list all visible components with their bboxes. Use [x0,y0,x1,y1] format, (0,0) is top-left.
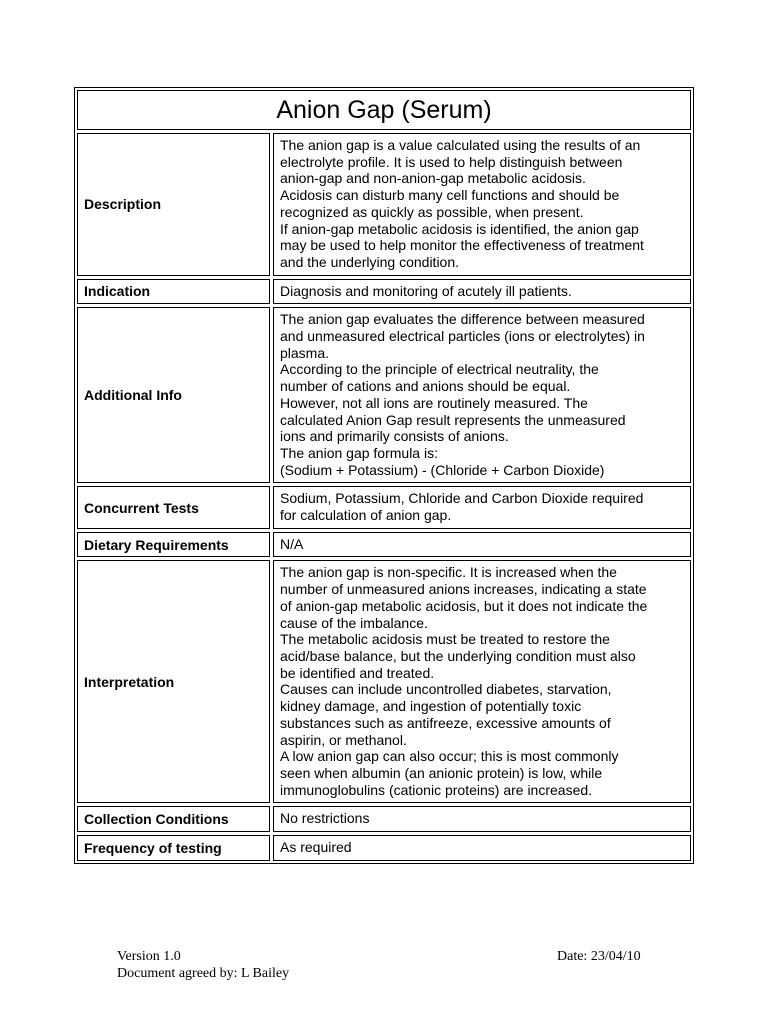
text-line: ions and primarily consists of anions. [280,428,509,445]
text-line: A low anion gap can also occur; this is most commonly [280,748,619,765]
text-line: The anion gap is non-specific. It is increased when the [280,564,617,581]
text-line: (Sodium + Potassium) - (Chloride + Carbon Dioxide) [280,461,605,478]
table-row-additional-info [77,307,691,483]
text-line: plasma. [280,344,330,361]
text-line: The anion gap formula is: [280,444,438,461]
text-line: The anion gap is a value calculated using the results of an [280,137,641,153]
table-row-collection-conditions [77,806,691,832]
text-line: number of unmeasured anions increases, indicating a state [280,581,647,598]
text-line: The anion gap evaluates the difference between measured [280,311,645,328]
row-value-concurrent-tests [273,486,691,528]
text-line: number of cations and anions should be equal. [280,378,571,395]
text-line: calculated Anion Gap result represents the unmeasured [280,411,626,428]
row-value-description [273,133,691,276]
row-label-additional-info: Additional Info [77,307,270,483]
text-line: be identified and treated. [280,664,435,681]
text-line: aspirin, or methanol. [280,731,407,748]
text-line: If anion-gap metabolic acidosis is identified, the anion gap [280,220,639,237]
row-value-dietary-requirements [273,532,691,558]
text-line: According to the principle of electrical neutrality, the [280,361,599,378]
footer-date: Date: 23/04/10 [557,949,641,964]
row-label-description: Description [77,133,270,276]
row-label-frequency-of-testing: Frequency of testing [77,835,270,861]
table-row-dietary-requirements [77,532,691,558]
text-line: recognized as quickly as possible, when present. [280,203,584,220]
footer-agreed-by: Document agreed by: L Bailey [117,966,290,981]
row-value-interpretation [273,560,691,803]
table-row-concurrent-tests [77,486,691,528]
text-line: immunoglobulins (cationic proteins) are increased. [280,781,593,798]
row-label-concurrent-tests: Concurrent Tests [77,486,270,528]
text-line: anion-gap and non-anion-gap metabolic acidosis. [280,170,586,187]
text-line: electrolyte profile. It is used to help distinguish between [280,153,623,170]
row-value-collection-conditions [273,806,691,832]
anion-gap-table [74,87,694,864]
text-line: N/A [280,535,304,552]
text-line: Acidosis can disturb many cell functions and should be [280,187,620,204]
text-line: As required [280,839,352,856]
table-row-frequency-of-testing [77,835,691,861]
text-line: kidney damage, and ingestion of potentially toxic [280,698,582,715]
text-line: of anion-gap metabolic acidosis, but it does not indicate the [280,597,648,614]
row-label-collection-conditions: Collection Conditions [77,806,270,832]
text-line: seen when albumin (an anionic protein) is low, while [280,764,603,781]
row-value-frequency-of-testing [273,835,691,861]
table-row-indication [77,279,691,305]
footer-version: Version 1.0 [117,949,181,964]
row-label-interpretation: Interpretation [77,560,270,803]
row-value-additional-info [273,307,691,483]
text-line: No restrictions [280,810,370,827]
footer-version-block [117,948,289,982]
text-line: Sodium, Potassium, Chloride and Carbon Dioxide required [280,490,644,507]
table-row-interpretation [77,560,691,803]
text-line: cause of the imbalance. [280,614,428,631]
row-label-dietary-requirements: Dietary Requirements [77,532,270,558]
document-title: Anion Gap (Serum) [77,90,691,130]
table-row-description [77,133,691,276]
row-label-indication: Indication [77,279,270,305]
text-line: However, not all ions are routinely measured. The [280,394,588,411]
text-line: and unmeasured electrical particles (ions or electrolytes) in [280,328,645,345]
text-line: for calculation of anion gap. [280,507,452,524]
row-value-indication [273,279,691,305]
text-line: may be used to help monitor the effectiveness of treatment [280,237,644,254]
text-line: substances such as antifreeze, excessive amounts of [280,714,611,731]
text-line: Diagnosis and monitoring of acutely ill patients. [280,282,572,299]
text-line: and the underlying condition. [280,253,460,270]
text-line: The metabolic acidosis must be treated to restore the [280,631,610,648]
text-line: Causes can include uncontrolled diabetes, starvation, [280,681,612,698]
text-line: acid/base balance, but the underlying condition must also [280,647,636,664]
